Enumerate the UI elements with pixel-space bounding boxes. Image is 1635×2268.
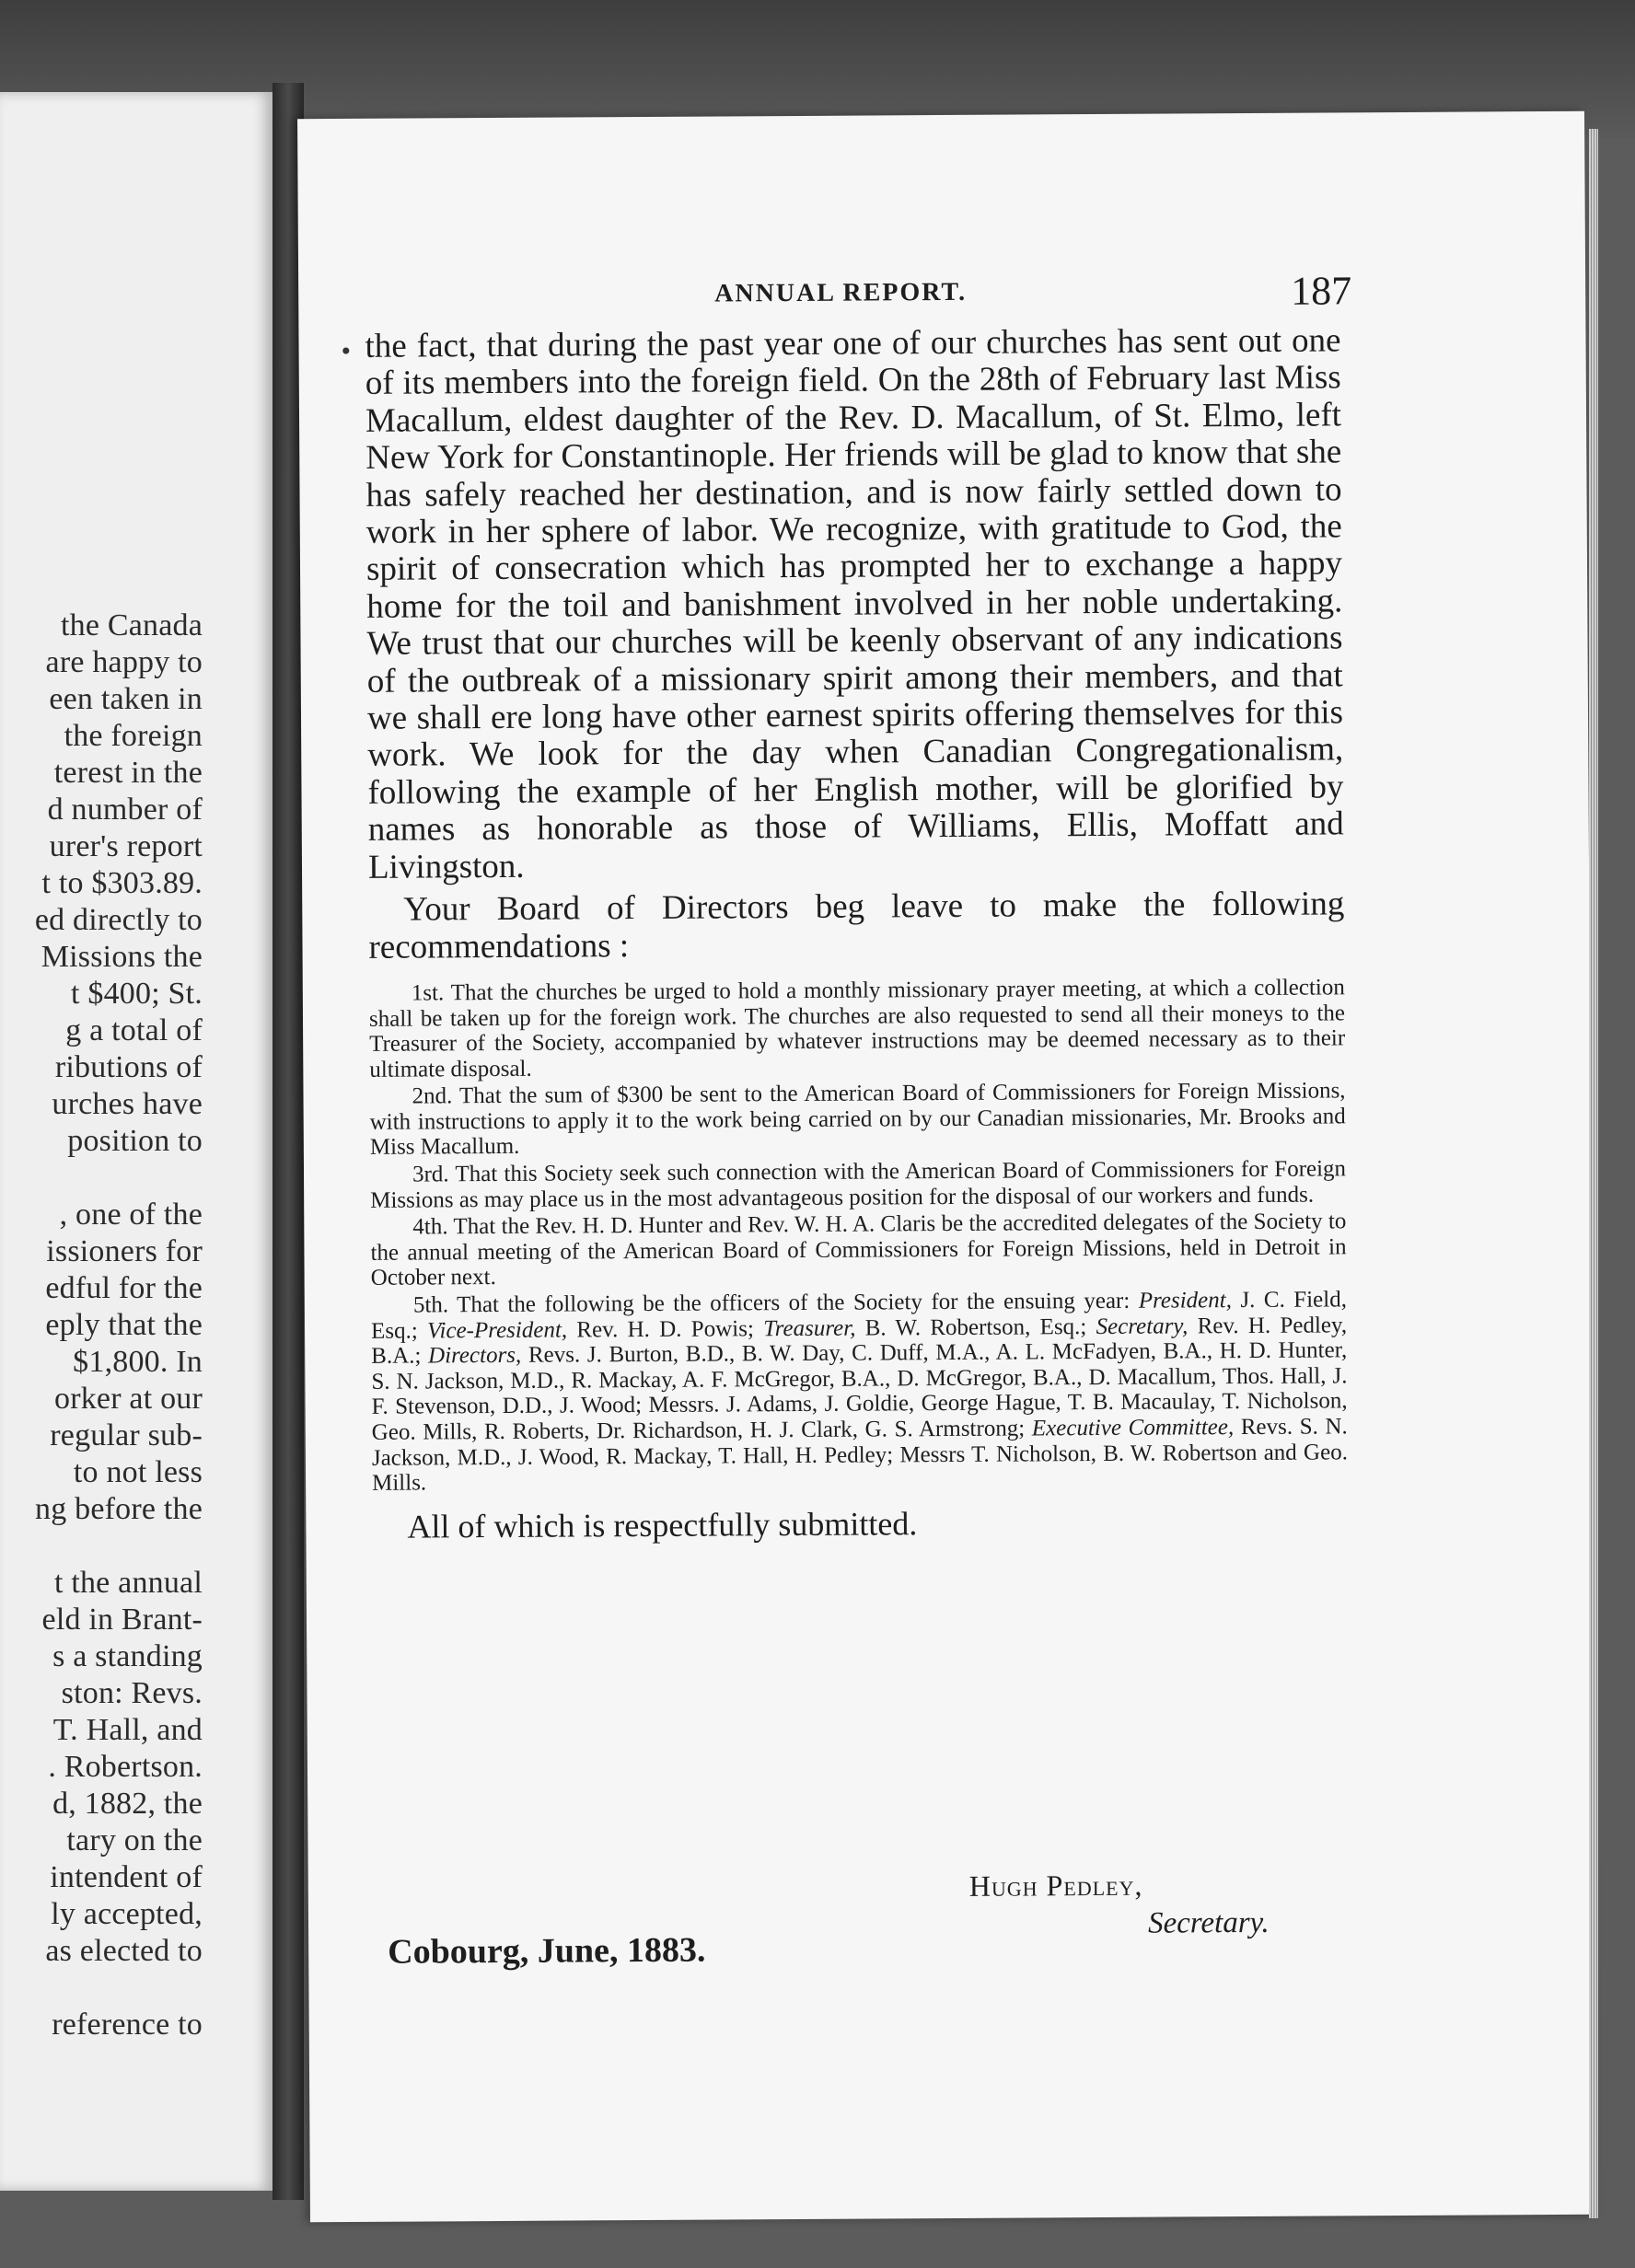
left-page-line: d, 1882, the	[52, 1787, 203, 1821]
left-page-line: edful for the	[45, 1271, 203, 1305]
left-page-line: terest in the	[53, 756, 203, 790]
page-edges	[1589, 129, 1598, 2218]
left-page-line: orker at our	[54, 1382, 203, 1416]
left-page-line: ributions of	[54, 1050, 203, 1084]
left-page-line: t the annual	[53, 1566, 203, 1600]
margin-mark-icon: •	[341, 335, 352, 367]
right-page	[297, 111, 1597, 2222]
left-page-line: as elected to	[45, 1934, 203, 1968]
left-page-line: d number of	[47, 793, 203, 827]
page-number: 187	[1291, 268, 1352, 314]
closing-line: All of which is respectfully submitted.	[407, 1504, 918, 1545]
president-label: President,	[1138, 1288, 1232, 1313]
treasurer-label: Treasurer,	[763, 1315, 856, 1341]
left-page-line: urches have	[52, 1087, 203, 1121]
secretary-label: Secretary,	[1096, 1313, 1189, 1339]
left-page-line: urer's report	[49, 829, 203, 863]
recommendations-list	[369, 975, 1348, 1496]
left-page-line: tary on the	[66, 1823, 203, 1857]
directors-label: Directors,	[428, 1343, 522, 1369]
left-page-line: to not less	[73, 1455, 203, 1489]
executive-committee-names: Revs. S. N. Jackson, M.D., J. Wood, R. Mackay, T. Hall, H. Pedley; Messrs T. Nicholson, B. W. Robertson and Geo. Mills.	[371, 1414, 1348, 1497]
left-page-fragment	[0, 92, 272, 2191]
left-page-line: , one of the	[59, 1198, 203, 1232]
secretary-name: Rev. H. Pedley, B.A.;	[371, 1312, 1348, 1370]
running-head: ANNUAL REPORT.	[714, 277, 968, 308]
left-page-line: . Robertson.	[48, 1750, 203, 1784]
recommendation-3: 3rd. That this Society seek such connection with the American Board of Commissioners for Foreign Missions as may place us in the most advantageous position for the disposal of our workers and funds.	[370, 1156, 1347, 1213]
left-page-line: t $400; St.	[71, 977, 203, 1011]
paragraph-recommendations-intro: Your Board of Directors beg leave to make the following recommendations :	[368, 885, 1345, 966]
left-page-line: issioners for	[46, 1234, 203, 1268]
recommendation-5-officers	[371, 1287, 1348, 1496]
vice-president-label: Vice-President,	[426, 1317, 568, 1344]
left-page-line: Missions the	[41, 940, 203, 974]
paragraph-missionary: the fact, that during the past year one of our churches has sent out one of its members into the foreign field. On the 28th of February last Miss Macallum, eldest daughter of the Rev. D. Macallum, of St. Elmo, left New York for Constantinople. Her friends will be glad to know that she has safely reached her destination, and is now fairly settled down to work in her sphere of labor. We recognize, with gratitude to God, the spirit of consecration which has prompted her to exchange a happy home for the toil and banishment involved in her noble undertaking. We trust that our churches will be keenly observant of any indications of the outbreak of a missionary spirit among their members, and that we shall ere long have other earnest spirits offering themselves for this work. We look for the day when Canadian Congregationalism, following the example of her English mother, will be glorified by names as honorable as those of Williams, Ellis, Moffatt and Livingston.	[365, 321, 1344, 886]
left-page-line: ston: Revs.	[61, 1676, 203, 1710]
recommendation-4: 4th. That the Rev. H. D. Hunter and Rev. W. H. A. Claris be the accredited delegates of the Society to the annual meeting of the American Board of Commissioners for Foreign Missions, held in Detroit in October next.	[370, 1209, 1347, 1291]
place-date: Cobourg, June, 1883.	[388, 1930, 706, 1972]
signature-name: Hugh Pedley,	[968, 1868, 1143, 1903]
officers-intro: 5th. That the following be the officers of the Society for the ensuing year:	[412, 1288, 1131, 1318]
directors-names: Revs. J. Burton, B.D., B. W. Day, C. Duff, M.A., A. L. McFadyen, B.A., H. D. Hunter, S. N. Jackson, M.D., R. Mackay, A. F. McGregor, B.A., D. McGregor, B.A., D. Macallum, Thos. Hall, J. F. Stevenson, D.D., J. Wood; Messrs. J. Adams, J. Goldie, George Hague, T. B. Macaulay, T. Nicholson, Geo. Mills, R. Roberts, Dr. Richardson, H. J. Clark, G. S. Armstrong;	[371, 1337, 1348, 1445]
left-page-line: ng before the	[35, 1492, 203, 1526]
left-page-line: een taken in	[49, 682, 203, 716]
vice-president-name: Rev. H. D. Powis;	[576, 1315, 754, 1343]
left-page-line: ly accepted,	[51, 1897, 203, 1931]
left-page-line: reference to	[52, 2008, 203, 2042]
left-page-line: the foreign	[64, 719, 203, 753]
left-page-line: s a standing	[52, 1639, 203, 1673]
body-text	[365, 322, 1348, 1545]
left-page-line: the Canada	[61, 608, 203, 642]
left-page-line: regular sub-	[50, 1418, 203, 1452]
executive-committee-label: Executive Committee,	[1031, 1415, 1235, 1441]
left-page-line: T. Hall, and	[52, 1713, 203, 1747]
left-page-line: eply that the	[45, 1308, 203, 1342]
left-page-line: g a total of	[65, 1013, 203, 1047]
president-name: J. C. Field, Esq.;	[370, 1287, 1347, 1344]
left-page-line: eld in Brant-	[41, 1603, 203, 1637]
left-page-line: are happy to	[45, 645, 203, 679]
left-page-line: position to	[67, 1124, 203, 1158]
left-page-line: $1,800. In	[73, 1345, 203, 1379]
treasurer-name: B. W. Robertson, Esq.;	[864, 1313, 1087, 1341]
recommendation-2: 2nd. That the sum of $300 be sent to the American Board of Commissioners for Foreign Missions, with instructions to apply it to the work being carried on by our Canadian missionaries, Mr. Brooks and Miss Macallum.	[369, 1078, 1346, 1161]
left-page-line: intendent of	[50, 1860, 203, 1894]
left-page-line: ed directly to	[34, 903, 203, 937]
left-page-line: t to $303.89.	[41, 866, 203, 900]
signature-role: Secretary.	[1147, 1905, 1270, 1940]
recommendation-1: 1st. That the churches be urged to hold a monthly missionary prayer meeting, at which a collection shall be taken up for the foreign work. The churches are also requested to send all their moneys to the Treasurer of the Society, accompanied by whatever instructions may be deemed necessary as to their ultimate disposal.	[368, 975, 1346, 1082]
